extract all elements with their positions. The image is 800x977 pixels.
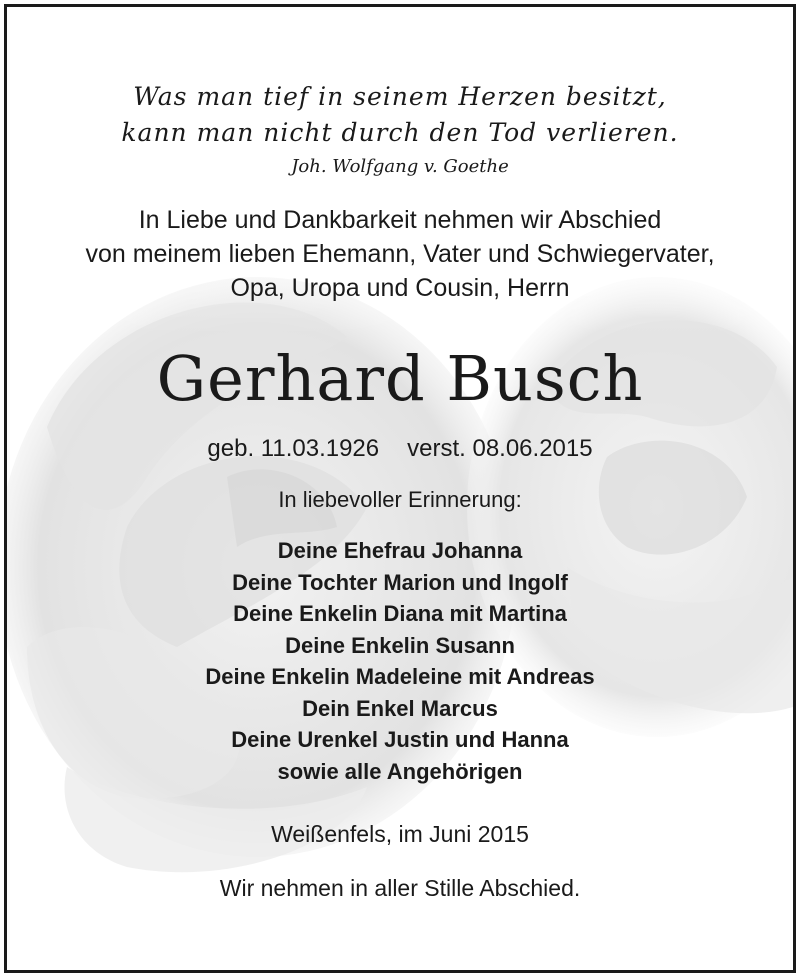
mourner-entry: Deine Ehefrau Johanna [277, 538, 523, 563]
mourner-entry: Deine Enkelin Madeleine mit Andreas [205, 664, 595, 689]
mourner-entry: Deine Tochter Marion und Ingolf [232, 569, 568, 595]
mourner-entry: Deine Urenkel Justin und Hanna [231, 727, 569, 752]
mourner-entry: sowie alle Angehörigen [277, 758, 523, 784]
obituary-card [4, 4, 796, 973]
deceased-name: Gerhard Busch [156, 342, 644, 415]
memory-heading: In liebevoller Erinnerung: [278, 487, 522, 512]
intro-line: In Liebe und Dankbarkeit nehmen wir Abschied [138, 206, 662, 234]
mourner-entry: Deine Enkelin Susann [285, 632, 515, 658]
mourners-list [7, 535, 793, 787]
closing-line: Wir nehmen in aller Stille Abschied. [219, 875, 581, 901]
place-date: Weißenfels, im Juni 2015 [271, 821, 529, 847]
quote-author: Joh. Wolfgang v. Goethe [291, 156, 509, 177]
obituary-content [7, 7, 793, 970]
intro-text [7, 203, 793, 305]
quote-line: kann man nicht durch den Tod verlieren. [121, 118, 679, 147]
intro-line: Opa, Uropa und Cousin, Herrn [230, 274, 570, 302]
death-date: verst. 08.06.2015 [407, 435, 593, 462]
life-dates [7, 433, 793, 465]
quote-line: Was man tief in seinem Herzen besitzt, [133, 82, 667, 111]
mourner-entry: Deine Enkelin Diana mit Martina [233, 601, 567, 626]
intro-line: von meinem lieben Ehemann, Vater und Schwiegervater, [85, 240, 715, 268]
goethe-quote [7, 79, 793, 151]
mourner-entry: Dein Enkel Marcus [302, 695, 498, 721]
birth-date: geb. 11.03.1926 [207, 435, 380, 462]
